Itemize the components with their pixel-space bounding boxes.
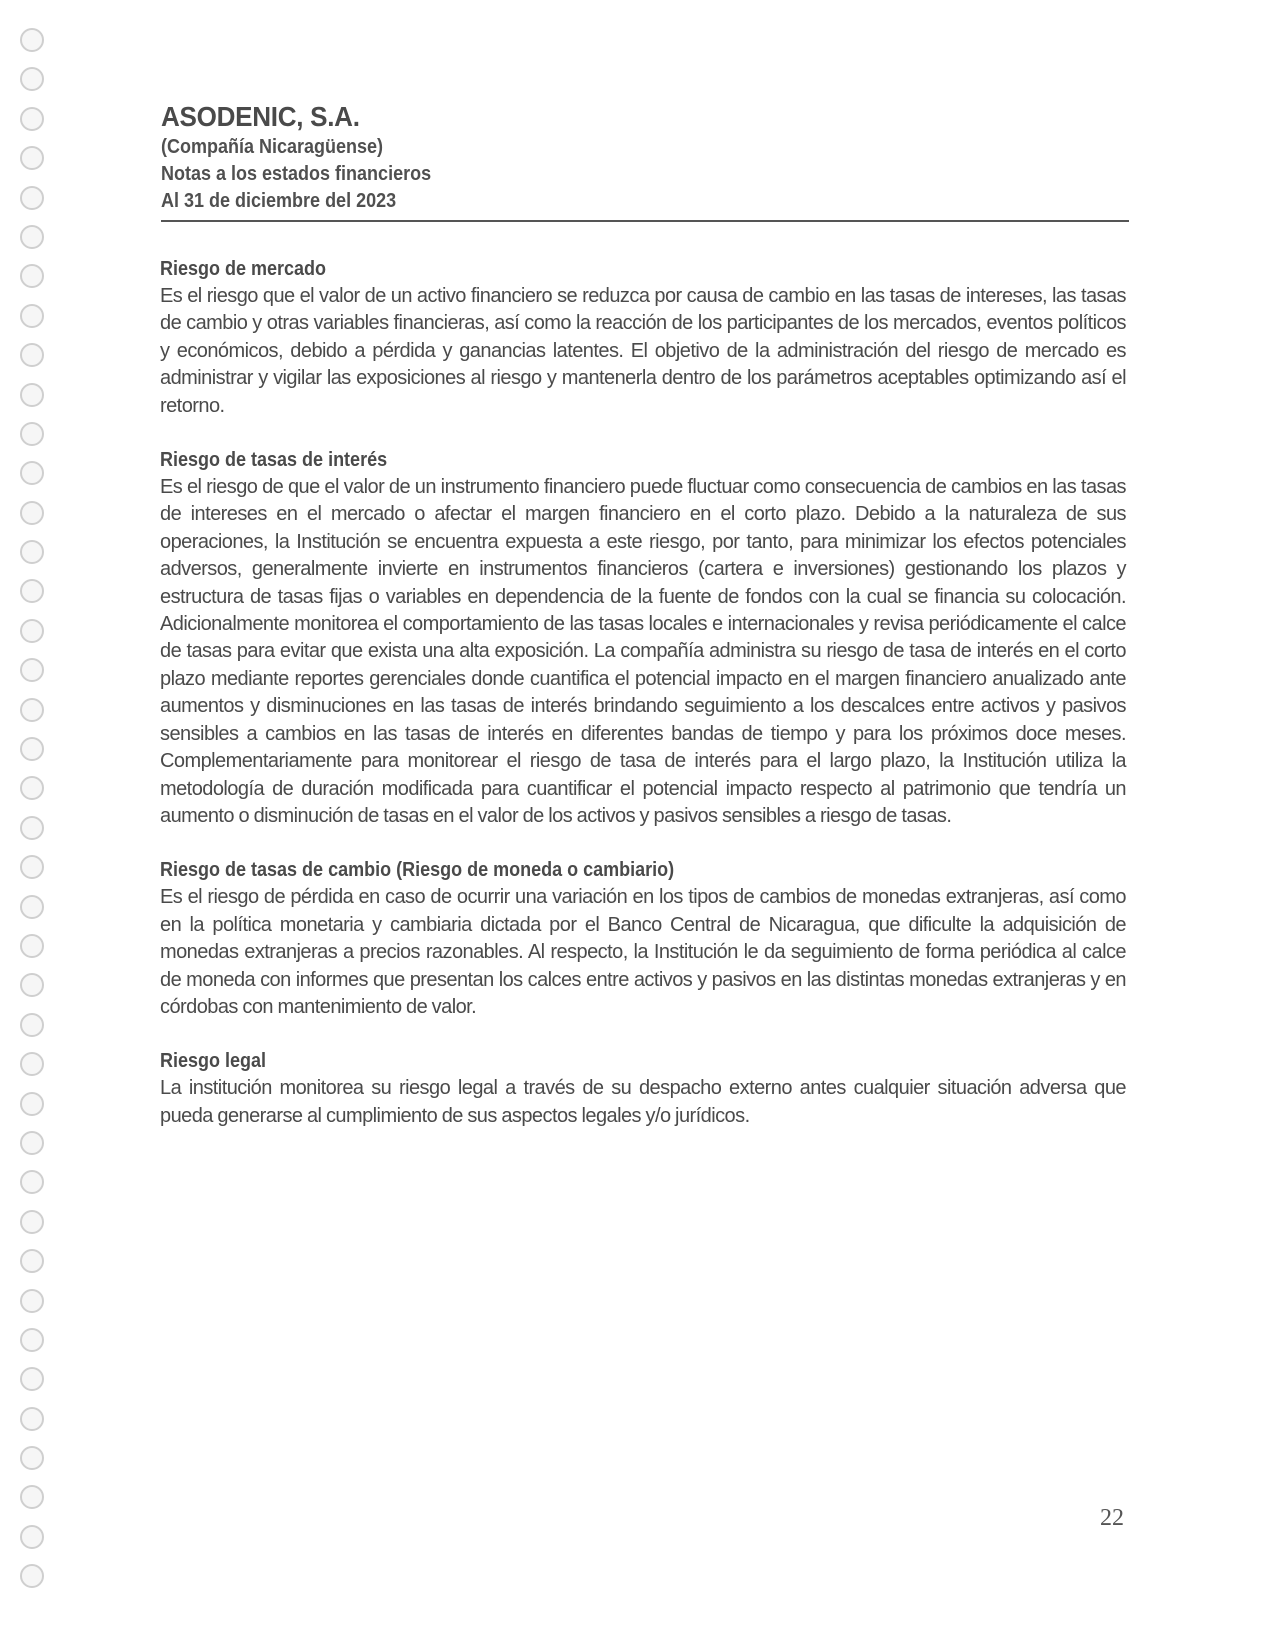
section-title: Riesgo legal: [160, 1050, 267, 1073]
binding-hole-icon: [20, 855, 44, 879]
binding-hole-icon: [20, 461, 44, 485]
binding-hole-icon: [20, 1525, 44, 1549]
binding-hole-icon: [20, 698, 44, 722]
section-title: Riesgo de tasas de cambio (Riesgo de moneda o cambiario): [160, 859, 675, 882]
binding-hole-icon: [20, 1407, 44, 1431]
binding-hole-icon: [20, 1210, 44, 1234]
binding-hole-icon: [20, 1052, 44, 1076]
binding-hole-icon: [20, 343, 44, 367]
company-name: ASODENIC, S.A.: [161, 101, 360, 132]
binding-hole-icon: [20, 383, 44, 407]
section-paragraph: La institución monitorea su riesgo legal a través de su despacho externo antes cualquier situación adversa que pueda generarse al cumplimiento de sus aspectos legales y/o jurídicos.: [160, 1077, 1126, 1127]
section-title: Riesgo de mercado: [160, 258, 327, 280]
header-divider: [161, 220, 1129, 222]
binding-hole-icon: [20, 1367, 44, 1391]
binding-hole-icon: [20, 225, 44, 249]
binding-hole-icon: [20, 895, 44, 919]
binding-hole-icon: [20, 1289, 44, 1313]
binding-hole-icon: [20, 28, 44, 52]
binding-hole-icon: [20, 67, 44, 91]
binding-hole-icon: [20, 1013, 44, 1037]
binding-hole-icon: [20, 422, 44, 446]
binding-hole-icon: [20, 540, 44, 564]
section-riesgo-tasas-cambio: [160, 857, 1126, 1021]
document-body: [160, 256, 1126, 1157]
binding-hole-icon: [20, 1249, 44, 1273]
binding-hole-icon: [20, 501, 44, 525]
section-riesgo-tasas-interes: [160, 447, 1126, 830]
company-subtitle: (Compañía Nicaragüense): [161, 136, 384, 158]
document-date: Al 31 de diciembre del 2023: [161, 190, 397, 212]
binding-hole-icon: [20, 107, 44, 131]
binding-hole-icon: [20, 1485, 44, 1509]
binding-hole-icon: [20, 973, 44, 997]
section-paragraph: Es el riesgo que el valor de un activo financiero se reduzca por causa de cambio en las tasas de intereses, las tasas de cambio y otras variables financieras, así como la reacción de los participantes de los mercados, eventos políticos y económicos, debido a pérdida y ganancias latentes. El objetivo de la administración del riesgo de mercado es administrar y vigilar las exposiciones al riesgo y mantenerla dentro de los parámetros aceptables optimizando así el retorno.: [160, 285, 1126, 417]
binding-hole-icon: [20, 264, 44, 288]
binding-hole-icon: [20, 1131, 44, 1155]
binding-hole-icon: [20, 304, 44, 328]
section-paragraph: Es el riesgo de que el valor de un instrumento financiero puede fluctuar como consecuencia de cambios en las tasas de intereses en el mercado o afectar el margen financiero en el corto plazo. Debido a la naturaleza de sus operaciones, la Institución se encuentra expuesta a este riesgo, por tanto, para minimizar los efectos potenciales adversos, generalmente invierte en instrumentos financieros (cartera e inversiones) gestionando los plazos y estructura de tasas fijas o variables en dependencia de la fuente de fondos con la cual se financia su colocación. Adicionalmente monitorea el comportamiento de las tasas locales e internacionales y revisa periódicamente el calce de tasas para evitar que exista una alta exposición. La compañía administra su riesgo de tasa de interés en el corto plazo mediante reportes gerenciales donde cuantifica el potencial impacto en el margen financiero anualizado ante aumentos y disminuciones en las tasas de interés brindando seguimiento a los descalces entre activos y pasivos sensibles a cambios en las tasas de interés en diferentes bandas de tiempo y para los próximos doce meses. Complementariamente para monitorear el riesgo de tasa de interés para el largo plazo, la Institución utiliza la metodología de duración modificada para cuantificar el potencial impacto respecto al patrimonio que tendría un aumento o disminución de tasas en el valor de los activos y pasivos sensibles a riesgo de tasas.: [160, 476, 1126, 827]
section-title: Riesgo de tasas de interés: [160, 449, 388, 472]
binding-hole-icon: [20, 1328, 44, 1352]
section-paragraph: Es el riesgo de pérdida en caso de ocurrir una variación en los tipos de cambios de monedas extranjeras, así como en la política monetaria y cambiaria dictada por el Banco Central de Nicaragua, que dificulte la adquisición de monedas extranjeras a precios razonables. Al respecto, la Institución le da seguimiento de forma periódica al calce de moneda con informes que presentan los calces entre activos y pasivos en las distintas monedas extranjeras y en córdobas con mantenimiento de valor.: [160, 886, 1126, 1018]
section-riesgo-mercado: [160, 256, 1126, 420]
binding-hole-icon: [20, 658, 44, 682]
binding-hole-icon: [20, 737, 44, 761]
binding-hole-icon: [20, 816, 44, 840]
binding-hole-icon: [20, 579, 44, 603]
document-header: [161, 100, 1129, 215]
binding-hole-icon: [20, 1170, 44, 1194]
binding-hole-icon: [20, 1092, 44, 1116]
binding-hole-icon: [20, 1446, 44, 1470]
section-riesgo-legal: [160, 1048, 1126, 1130]
binding-hole-icon: [20, 146, 44, 170]
binding-hole-icon: [20, 776, 44, 800]
document-title: Notas a los estados financieros: [161, 163, 432, 185]
binding-hole-icon: [20, 619, 44, 643]
binding-hole-icon: [20, 1564, 44, 1588]
binding-holes: [20, 28, 50, 1604]
page-number: 22: [1100, 1505, 1124, 1531]
binding-hole-icon: [20, 934, 44, 958]
binding-hole-icon: [20, 186, 44, 210]
